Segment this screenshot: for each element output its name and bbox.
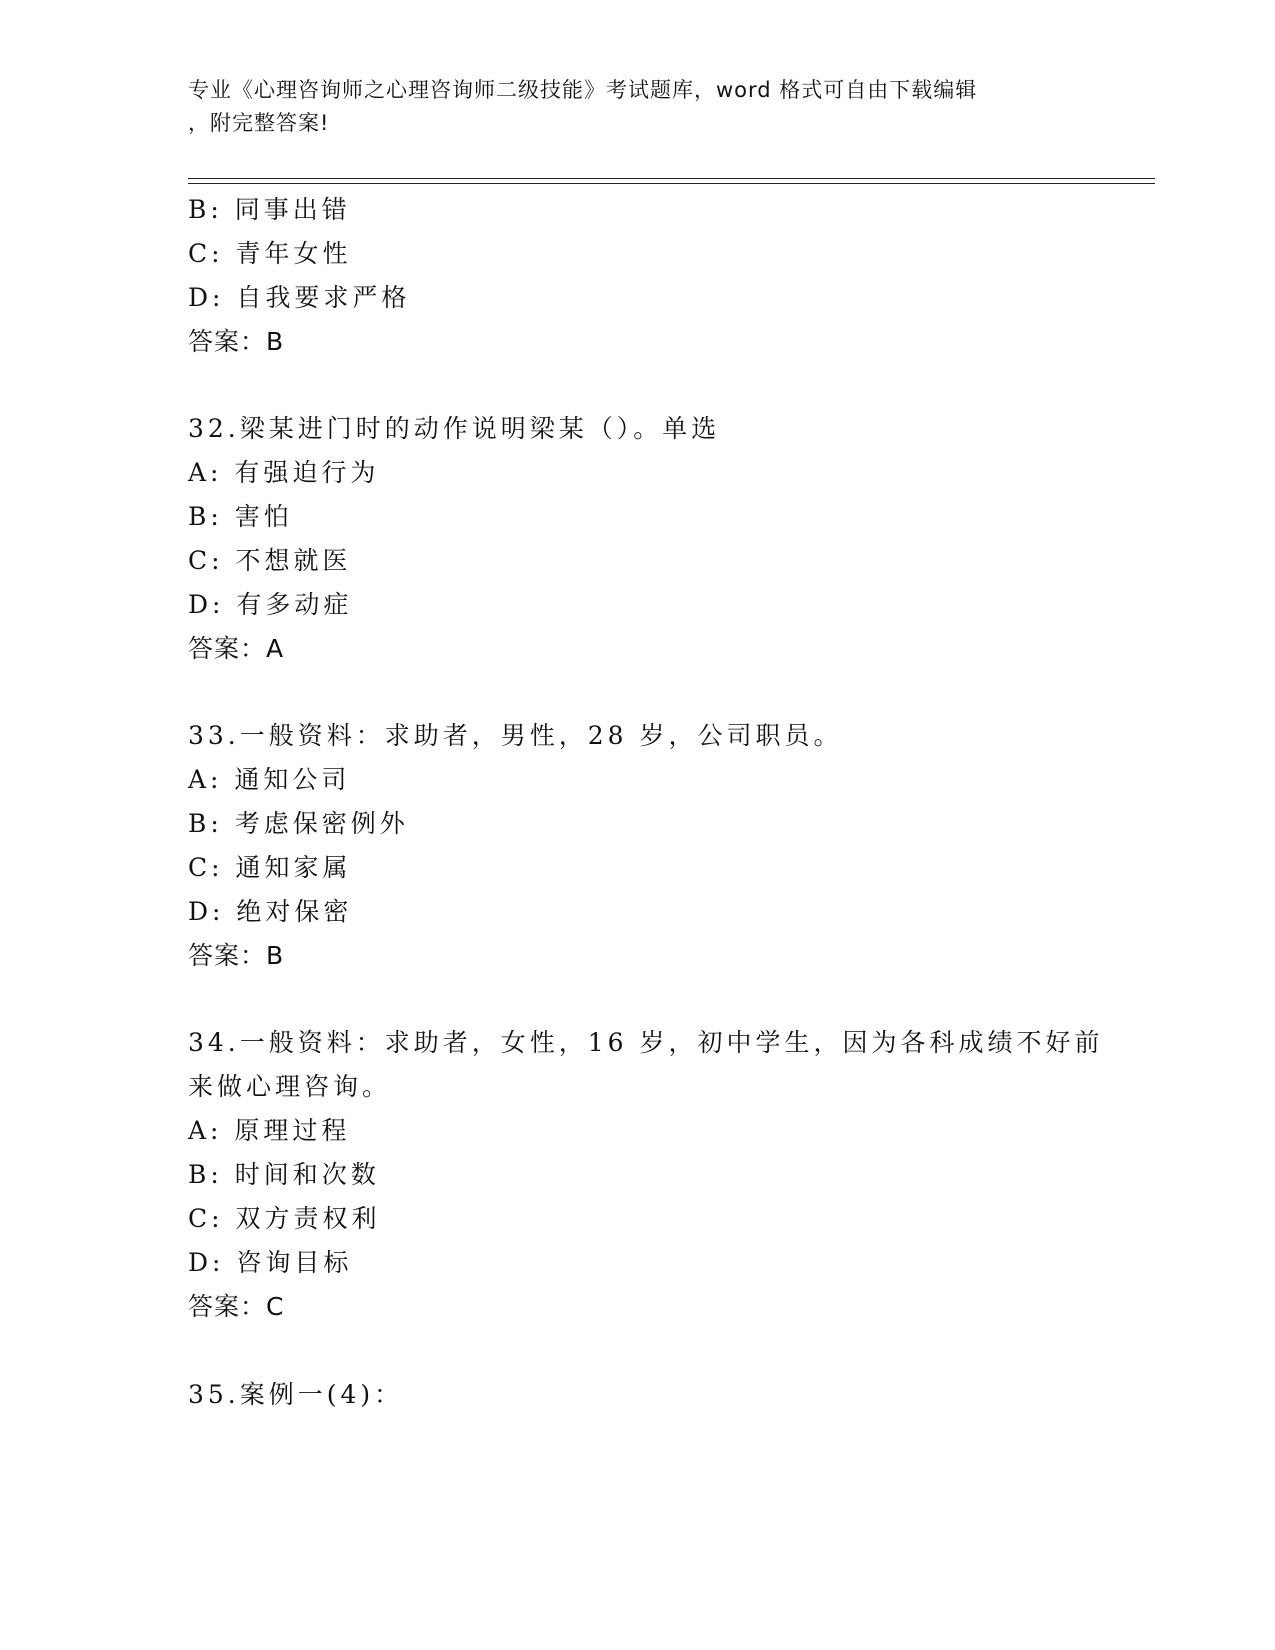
option-c: C: 双方责权利 (188, 1204, 381, 1233)
header-divider-top (188, 178, 1155, 179)
header-line-2: ，附完整答案! (188, 111, 330, 135)
option-a: A: 有强迫行为 (188, 458, 380, 487)
header-divider-bottom (188, 183, 1155, 184)
question-32-text: 32.梁某进门时的动作说明梁某（）。单选 (188, 414, 721, 443)
option-c: C: 不想就医 (188, 546, 352, 575)
option-a: A: 通知公司 (188, 765, 351, 794)
option-d: D: 自我要求严格 (188, 283, 411, 312)
answer-label: 答案：A (188, 634, 285, 663)
answer-label: 答案：B (188, 327, 285, 356)
question-35-text: 35.案例一(4)： (188, 1380, 404, 1409)
option-b: B: 时间和次数 (188, 1160, 380, 1189)
option-c: C: 通知家属 (188, 853, 352, 882)
option-b: B: 害怕 (188, 502, 293, 531)
question-33-text: 33.一般资料：求助者，男性，28 岁，公司职员。 (188, 721, 843, 750)
option-b: B: 同事出错 (188, 195, 351, 224)
option-c: C: 青年女性 (188, 239, 352, 268)
option-b: B: 考虑保密例外 (188, 809, 409, 838)
question-34-text-line-2: 来做心理咨询。 (188, 1072, 392, 1101)
option-d: D: 绝对保密 (188, 897, 353, 926)
document-header (188, 74, 1088, 140)
header-line-1: 专业《心理咨询师之心理咨询师二级技能》考试题库，word 格式可自由下载编辑 (188, 78, 978, 102)
question-34-text-line-1: 34.一般资料：求助者，女性，16 岁，初中学生，因为各科成绩不好前 (188, 1028, 1104, 1057)
answer-label: 答案：B (188, 941, 285, 970)
answer-label: 答案：C (188, 1292, 285, 1321)
option-d: D: 咨询目标 (188, 1248, 353, 1277)
option-a: A: 原理过程 (188, 1116, 351, 1145)
option-d: D: 有多动症 (188, 590, 353, 619)
